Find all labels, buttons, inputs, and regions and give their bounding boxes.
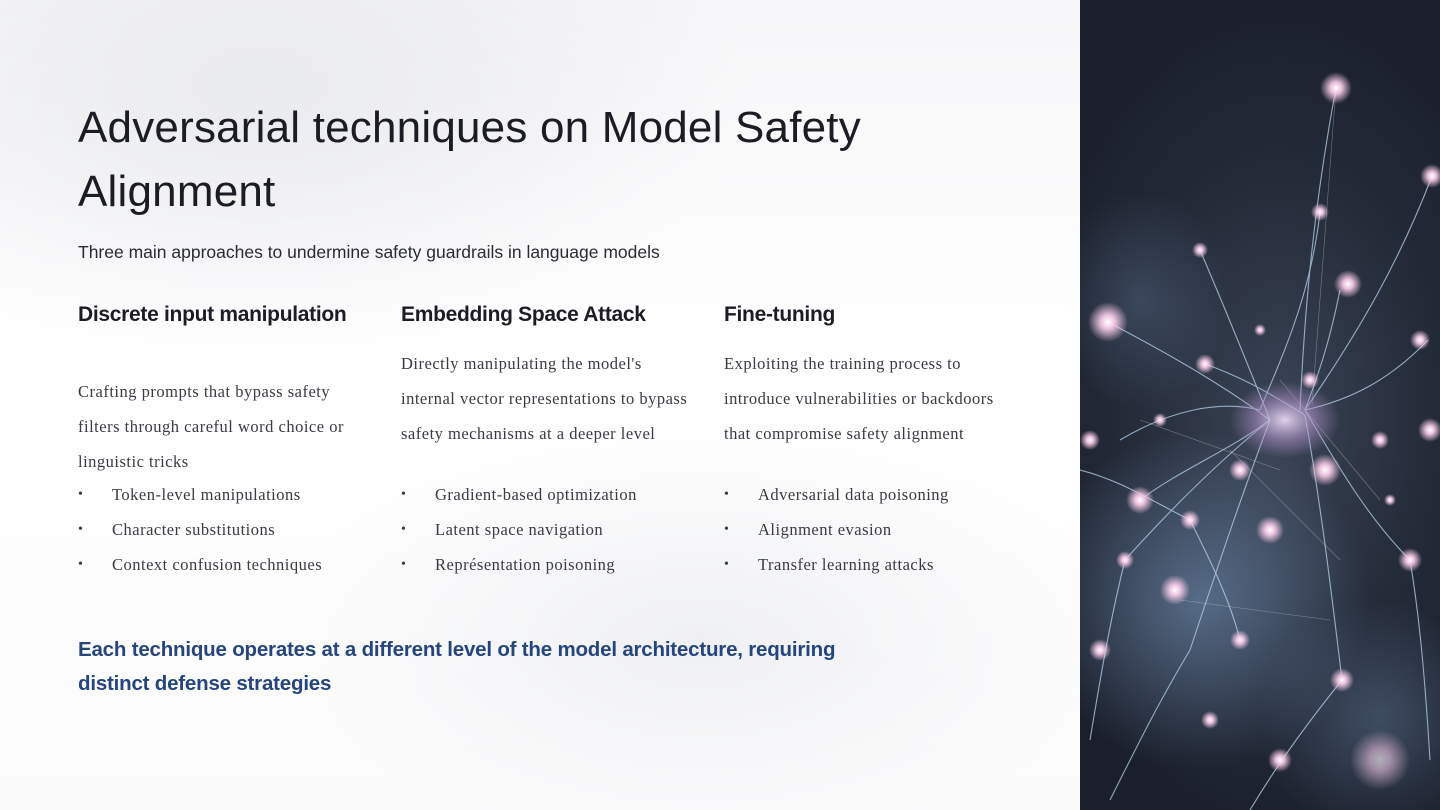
column-embedding-space	[401, 300, 691, 574]
bullet-item	[401, 477, 701, 512]
bullet-icon: •	[724, 522, 730, 537]
column-description: Directly manipulating the model's internal vector representations to bypass safety mechanisms at a deeper level	[401, 354, 688, 443]
bullet-icon: •	[78, 487, 84, 502]
bullet-text: Gradient-based optimization	[435, 485, 637, 504]
bullet-text: Context confusion techniques	[112, 555, 323, 574]
column-heading: Fine-tuning	[724, 303, 836, 326]
bullet-list	[401, 477, 701, 582]
bullet-icon: •	[78, 557, 84, 572]
bullet-icon: •	[401, 557, 407, 572]
slide-title: Adversarial techniques on Model Safety Alignment	[78, 103, 861, 216]
bullet-item	[724, 477, 1024, 512]
bullet-text: Transfer learning attacks	[758, 555, 934, 574]
bullet-icon: •	[724, 487, 730, 502]
bullet-item	[78, 477, 378, 512]
column-discrete-input	[78, 300, 368, 574]
bullet-text: Représentation poisoning	[435, 555, 616, 574]
bullet-list	[724, 477, 1024, 582]
column-heading: Discrete input manipulation	[78, 303, 347, 326]
bullet-item	[78, 547, 378, 582]
bullet-item	[401, 512, 701, 547]
bullet-text: Character substitutions	[112, 520, 276, 539]
column-description: Exploiting the training process to introduce vulnerabilities or backdoors that compromise safety alignment	[724, 354, 994, 443]
bullet-text: Alignment evasion	[758, 520, 892, 539]
bullet-text: Token-level manipulations	[112, 485, 301, 504]
bullet-list	[78, 477, 378, 582]
neural-network-icon	[1080, 0, 1440, 810]
bullet-icon: •	[401, 487, 407, 502]
column-description: Crafting prompts that bypass safety filters through careful word choice or linguistic tricks	[78, 382, 344, 471]
slide-subtitle: Three main approaches to undermine safety guardrails in language models	[78, 242, 660, 262]
neural-network-image	[1080, 0, 1440, 810]
column-heading: Embedding Space Attack	[401, 303, 646, 326]
bullet-text: Latent space navigation	[435, 520, 604, 539]
bullet-icon: •	[401, 522, 407, 537]
bullet-item	[401, 547, 701, 582]
bullet-icon: •	[724, 557, 730, 572]
bullet-text: Adversarial data poisoning	[758, 485, 949, 504]
bullet-icon: •	[78, 522, 84, 537]
bullet-item	[724, 547, 1024, 582]
footer-note: Each technique operates at a different level of the model architecture, requiring distinct defense strategies	[78, 638, 836, 695]
bullet-item	[78, 512, 378, 547]
column-fine-tuning	[724, 300, 1014, 574]
bullet-item	[724, 512, 1024, 547]
